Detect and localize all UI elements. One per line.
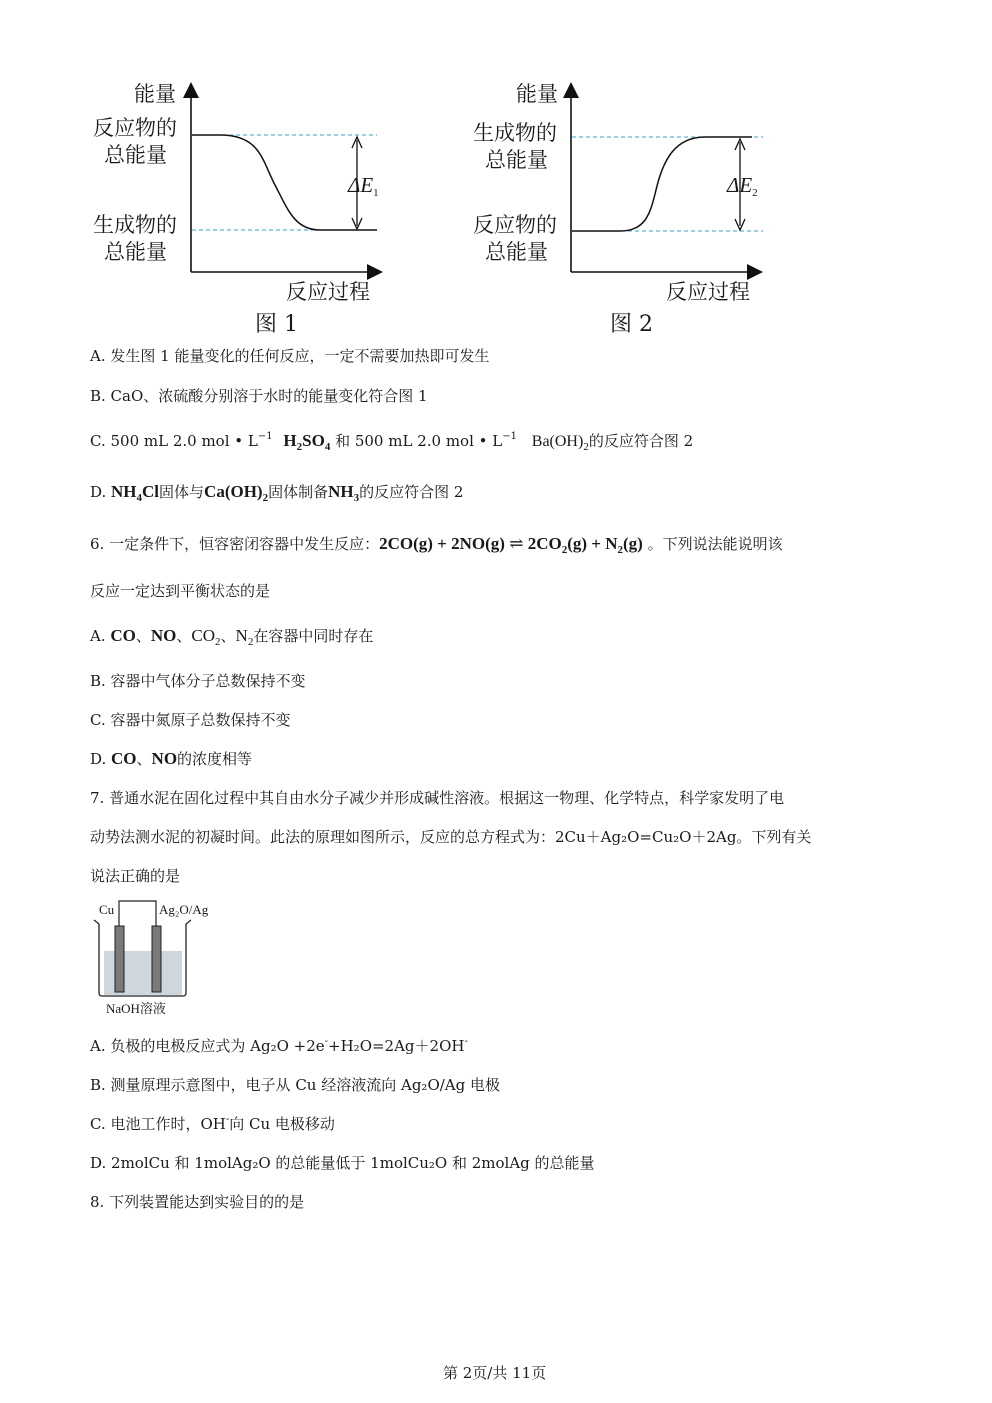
q6-option-c: C. 容器中氮原子总数保持不变: [90, 711, 291, 729]
figure-1-top-label: 反应物的: [93, 116, 177, 140]
q5-option-c-suffix: 的反应符合图 2: [588, 432, 694, 450]
q6-option-a: A. CO、NO、$CO_2$、$N_2$在容器中同时存在: [90, 626, 374, 648]
figure-1-top-label-2: 总能量: [104, 143, 167, 167]
figure-1-bottom-label-2: 总能量: [104, 240, 167, 264]
figure-1-caption: 图 1: [255, 312, 298, 337]
q7-stem-line2: 动势法测水泥的初凝时间。此法的原理如图所示，反应的总方程式为：2Cu＋Ag₂O=Cu₂O＋2Ag。下列有关: [90, 828, 812, 846]
q7-stem-line1: 7. 普通水泥在固化过程中其自由水分子减少并形成碱性溶液。根据这一物理、化学特点，科学家发明了电: [90, 789, 785, 807]
figure-1-x-axis-label: 反应过程: [286, 280, 370, 304]
q8-stem: 8. 下列装置能达到实验目的的是: [90, 1193, 305, 1211]
q5-option-c: [90, 430, 693, 453]
q6-equation: 2CO(g) + 2NO(g) ⇌ $2CO_2(g) + N_2(g)$: [379, 534, 643, 556]
q6-option-a-formula-n2: $N_2$: [235, 626, 254, 648]
q5-option-a: A. 发生图 1 能量变化的任何反应，一定不需要加热即可发生: [90, 347, 490, 365]
q5-option-d-gas: $NH_3$: [328, 482, 360, 504]
q6-stem-suffix: 。下列说法能说明该: [647, 535, 783, 553]
q5-option-c-mid: 和 500 mL 2.0 mol • L: [330, 432, 503, 450]
q5-option-c-sup1: −1: [257, 431, 273, 442]
figure-2-caption: 图 2: [610, 312, 653, 337]
q5-option-c-base: $Ba(OH)_2$: [531, 433, 589, 453]
q7-option-b: B. 测量原理示意图中，电子从 Cu 经溶液流向 Ag₂O/Ag 电极: [90, 1076, 501, 1094]
figure-1-y-axis-label: 能量: [134, 82, 176, 106]
q6-stem-line2: 反应一定达到平衡状态的是: [90, 582, 271, 600]
q6-stem-prefix: 6. 一定条件下，恒容密闭容器中发生反应：: [90, 535, 380, 553]
figure-2-bottom-label-2: 总能量: [485, 240, 548, 264]
q7-option-c: C. 电池工作时，OH-向 Cu 电极移动: [90, 1114, 335, 1133]
q5-option-d-text1: 固体与: [159, 483, 205, 501]
figure-1-delta-label: $\Delta E_1$: [348, 173, 379, 199]
q5-option-d: [90, 481, 463, 504]
q7-cell-solution-label: NaOH溶液: [106, 1001, 166, 1016]
q5-option-b: B. CaO、浓硫酸分别溶于水时的能量变化符合图 1: [90, 387, 428, 405]
q5-option-c-sup2: −1: [502, 431, 517, 442]
figure-2-top-label: 生成物的: [473, 121, 557, 145]
q6-option-b: B. 容器中气体分子总数保持不变: [90, 672, 306, 690]
q5-option-c-prefix: C. 500 mL 2.0 mol • L: [90, 432, 258, 450]
figure-1-bottom-label: 生成物的: [93, 213, 177, 237]
page-number: 第 2页/共 11页: [443, 1364, 547, 1382]
q6-option-a-formula-co: CO: [110, 626, 136, 645]
q7-stem-line3: 说法正确的是: [90, 867, 181, 885]
figure-2-x-axis-label: 反应过程: [666, 280, 750, 304]
q5-option-d-text3: 的反应符合图 2: [359, 483, 464, 501]
q7-option-a: A. 负极的电极反应式为 Ag₂O +2e-+H₂O=2Ag＋2OH-: [90, 1036, 468, 1055]
q6-stem-line1: [90, 533, 783, 556]
q6-option-d: D. CO、NO的浓度相等: [90, 749, 253, 768]
q6-option-a-formula-co2: $CO_2$: [191, 626, 221, 648]
figure-2-top-label-2: 总能量: [485, 148, 548, 172]
figure-2-bottom-label: 反应物的: [473, 213, 557, 237]
figure-2-delta-label: $\Delta E_2$: [727, 173, 758, 199]
q7-option-d: D. 2molCu 和 1molAg₂O 的总能量低于 1molCu₂O 和 2molAg 的总能量: [90, 1154, 595, 1172]
q5-option-d-text2: 固体制备: [268, 483, 329, 501]
q7-cell-right-label: Ag₂O/Ag: [159, 902, 209, 917]
q5-option-d-prefix: D.: [90, 483, 112, 501]
q5-option-d-base: $Ca(OH)_2$: [204, 482, 269, 504]
q5-option-d-salt: $NH_4Cl$: [111, 482, 160, 504]
q6-option-d-formula-no: NO: [151, 749, 178, 768]
figure-2-y-axis-label: 能量: [516, 82, 558, 106]
q6-option-d-formula-co: CO: [111, 749, 137, 768]
q5-option-c-acid: $H_2SO_4$: [283, 431, 331, 453]
q7-cell-left-label: Cu: [99, 902, 115, 917]
q6-option-a-formula-no: NO: [150, 626, 177, 645]
